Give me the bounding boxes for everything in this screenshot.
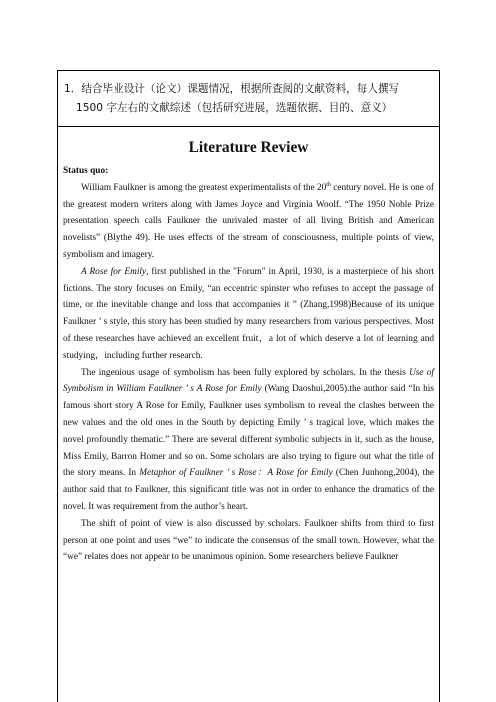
review-content — [63, 127, 434, 566]
instruction-cell — [58, 71, 439, 127]
para1-text-b: century novel. He is one of the greatest modern writers along with James Joyce and Virginia Woolf. “The 1950 Noble Prize presentation speech calls Faulkner the unrivaled master of all living British and American novelists” (Blythe 49). He uses effects of the stream of consciousness, multiple points of view, symbolism and imagery. — [63, 182, 434, 260]
para3-italic-2: Metaphor of Faulkner ’ s Rose：A Rose for Emily — [139, 468, 333, 479]
para3-text-c: (Chen Junhong,2004), the author said that to Faulkner, this significant title was not in order to enhance the dramatics of the novel. It was requirement from the author’s heart. — [63, 468, 434, 512]
para3-text-a: The ingenious usage of symbolism has been fully explored by scholars. In the thesis — [81, 367, 410, 378]
paragraph-1 — [63, 180, 434, 264]
status-label: Status quo — [63, 166, 106, 176]
instruction-line-2: 1500 字左右的文献综述（包括研究进展，选题依据、目的、意义） — [76, 102, 393, 114]
para2-italic-title: A Rose for Emily — [81, 266, 147, 277]
para3-italic-1: Use of Symbolism in William Faulkner ’ s A Rose for Emily — [63, 367, 435, 395]
review-table — [57, 70, 440, 702]
instruction-line-1: 1．结合毕业设计（论文）课题情况，根据所查阅的文献资料，每人撰写 — [64, 83, 400, 95]
para1-superscript: th — [326, 181, 331, 188]
paragraph-3 — [63, 365, 434, 516]
paragraph-4: The shift of point of view is also discussed by scholars. Faulkner shifts from third to first person at one point and uses “we” to indicate the consensus of the small town. However, what the “we” relates does not appear to be unanimous opinion. Some researchers believe Faulkner — [63, 518, 434, 563]
page-title: Literature Review — [188, 139, 309, 156]
para1-text-a: William Faulkner is among the greatest experimentalists of the 20 — [81, 182, 327, 193]
para2-text: , first published in the "Forum" in April, 1930, is a masterpiece of his short fictions. The story focuses on Emily, “an eccentric spinster who refuses to accept the passage of time, or the inevitable change and loss that accompanies it ” (Zhang,1998)Because of its unique Faulkner ’ s style, this story has been studied by many researchers from various perspectives. Most of these researches have achieved an excellent fruit，a lot of which deserve a lot of learning and studying，including further research. — [63, 266, 434, 361]
paragraph-2 — [63, 264, 434, 365]
section-label: Status quo: — [63, 166, 109, 176]
para3-text-b: (Wang Daoshui,2005).the author said “In his famous short story A Rose for Emily, Faulkner uses symbolism to reveal the clashes between the new values and the old ones in the South by depicting Emily ’ s tragical love, which makes the novel profoundly thematic.” There are several different symbolic subjects in it, such as the house, Miss Emily, Barron Homer and so on. Some scholars are also trying to figure out what the title of the story means. In — [63, 384, 434, 479]
